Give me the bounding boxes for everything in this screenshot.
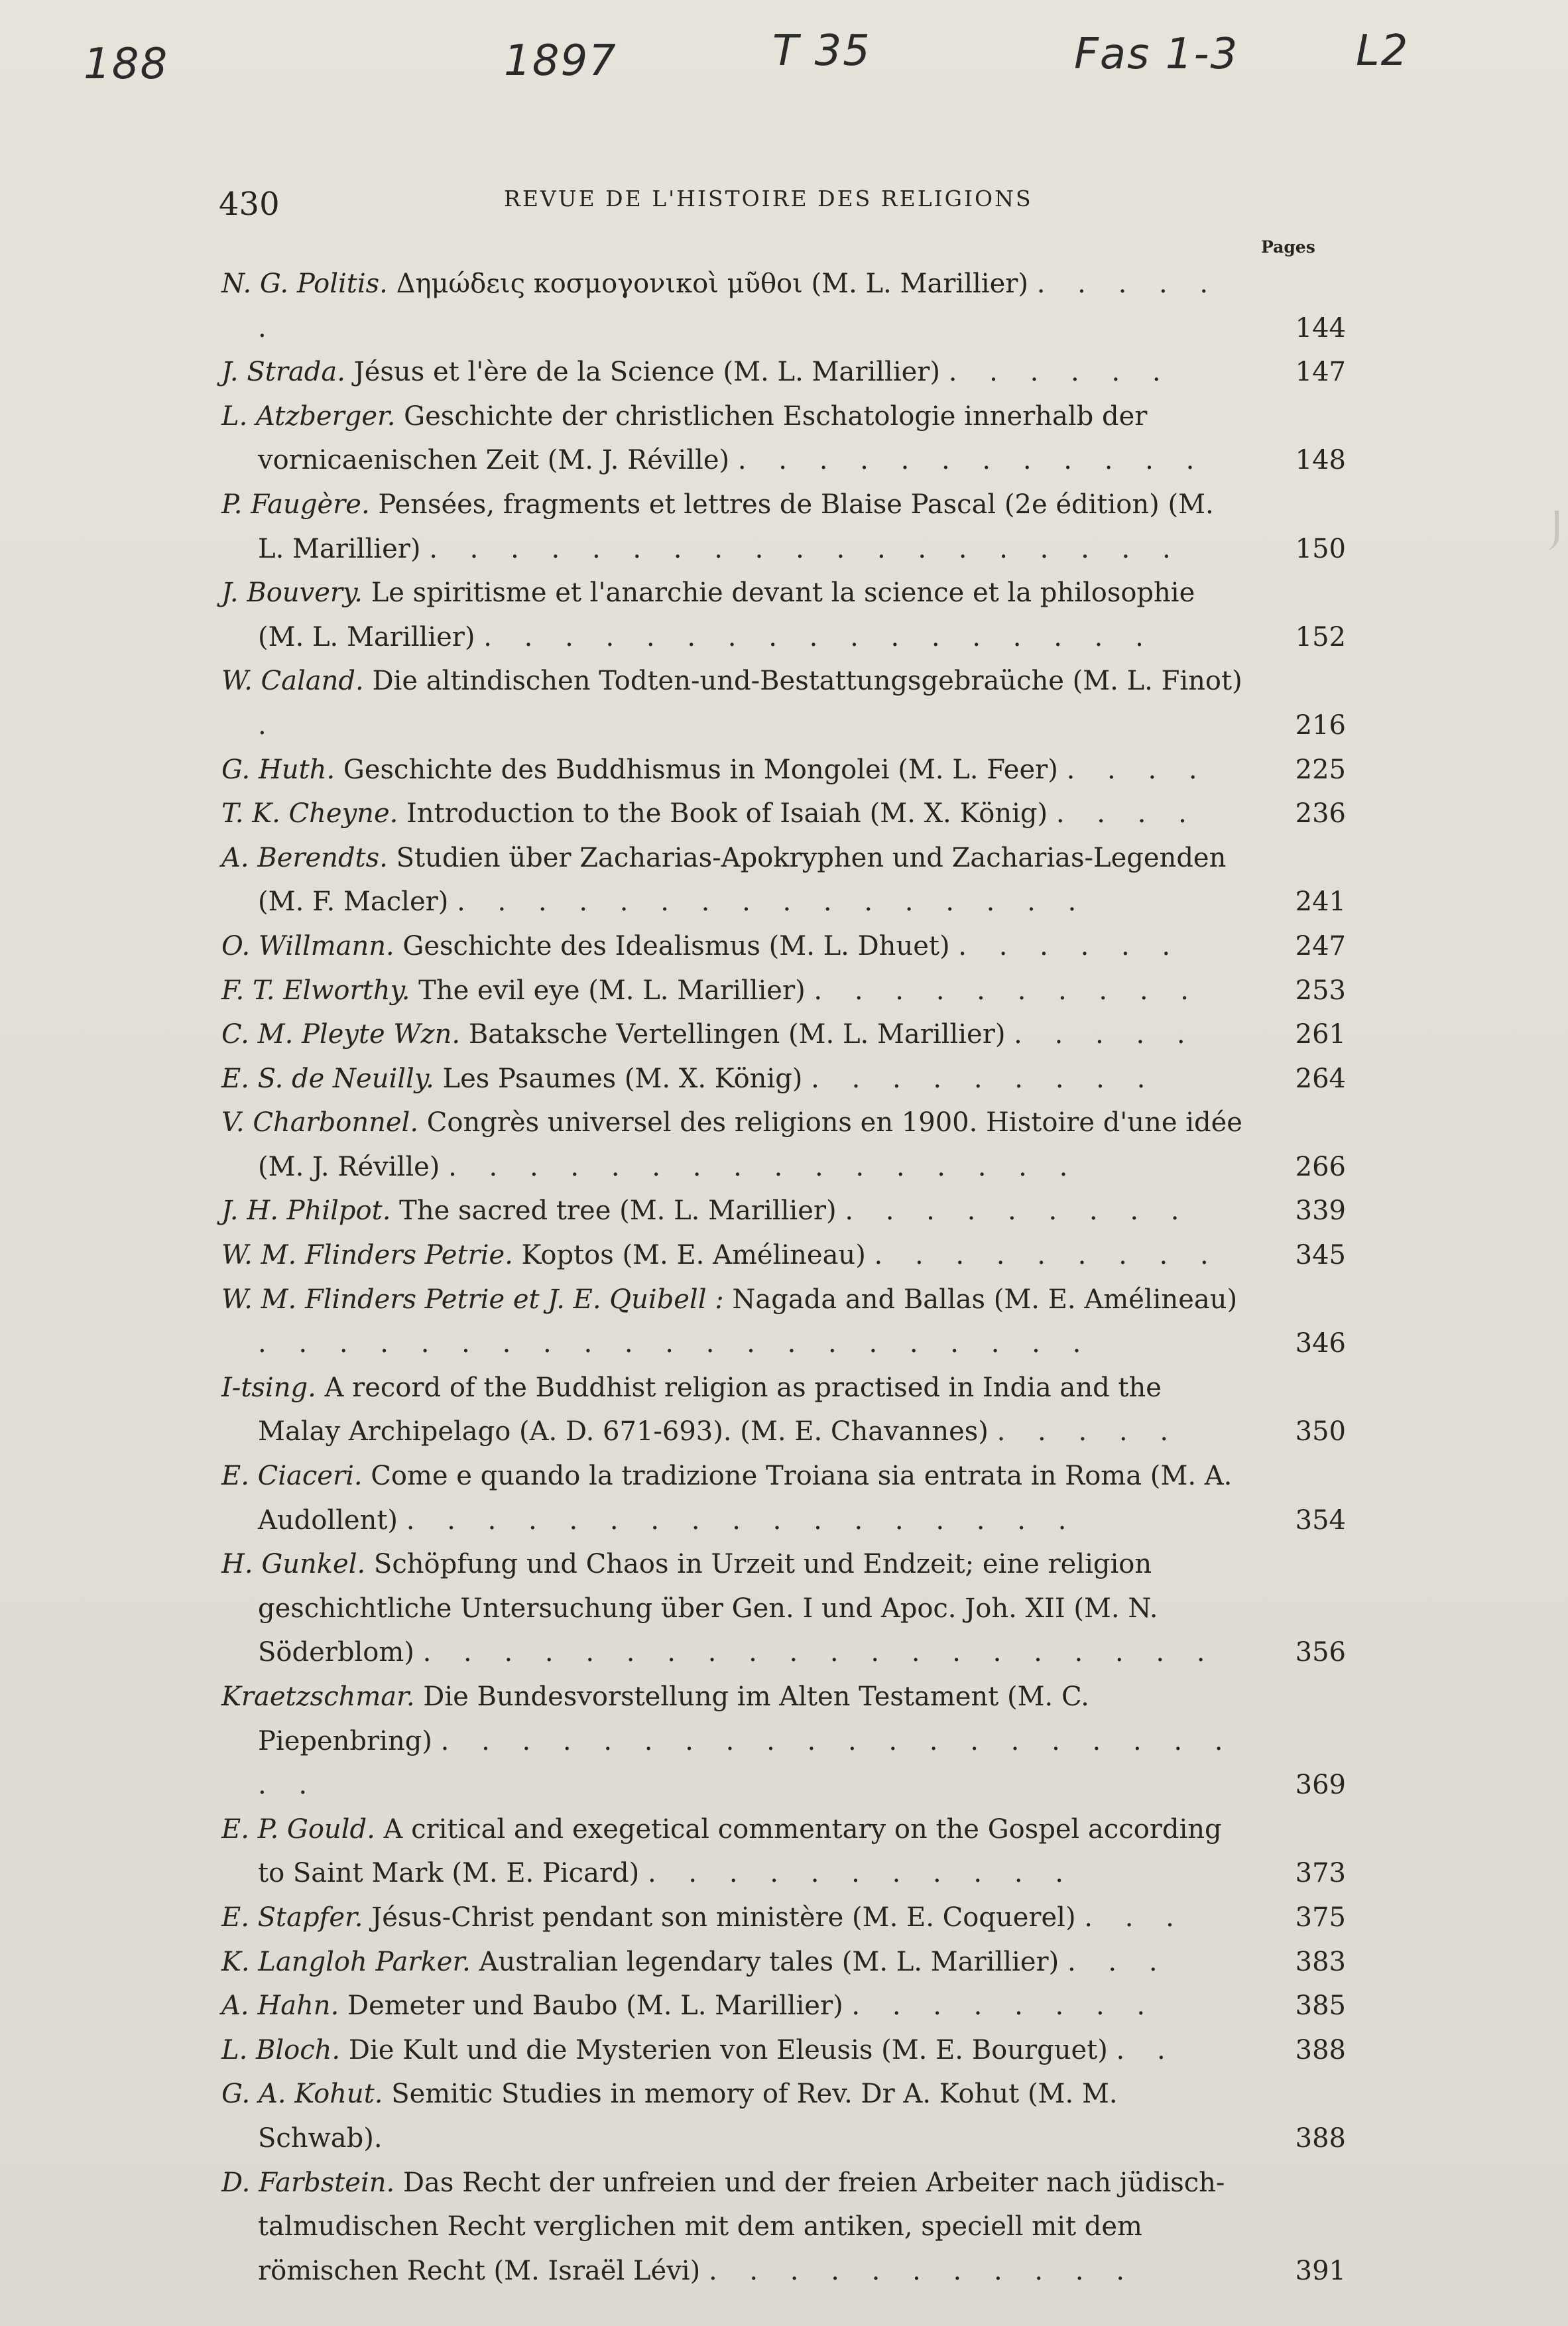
dot-leader: . . . . . . . . . . . . . . . . . [483, 621, 1156, 652]
toc-entry [221, 1366, 1347, 1454]
entry-title: Die Kult und die Mysterien von Eleusis (M. E. Bourguet) [340, 2034, 1108, 2065]
toc-entry [221, 1057, 1347, 1101]
entry-author: T. K. Cheyne. [221, 798, 398, 829]
entry-page-number: 388 [1295, 2122, 1346, 2154]
dot-leader: . . . [1084, 1902, 1186, 1933]
toc-entry [221, 1807, 1347, 1896]
entry-title: Studien über Zacharias-Apokryphen und Zacharias-Legenden (M. F. Macler) [258, 842, 1227, 918]
dot-leader: . . . . [1066, 754, 1209, 785]
entry-page-number: 236 [1295, 798, 1346, 829]
toc-entry [221, 659, 1347, 747]
entry-page-number: 266 [1295, 1151, 1346, 1182]
handwritten-note: L2 [1356, 27, 1410, 76]
toc-entry [221, 2161, 1347, 2294]
entry-author: W. M. Flinders Petrie et J. E. Quibell : [221, 1284, 724, 1315]
toc-entry [221, 1101, 1347, 1189]
entry-page-number: 356 [1295, 1637, 1346, 1668]
entry-title: Die Bundesvorstellung im Alten Testament (M. C. Piepenbring) [258, 1682, 1089, 1756]
toc-entry [221, 1278, 1347, 1366]
entry-author: A. Berendts. [221, 842, 388, 873]
entry-title: Δημώδεις κοσμογονικοὶ μῦθοι (M. L. Marillier) [387, 269, 1028, 299]
entry-author: E. Stapfer. [221, 1902, 363, 1933]
entry-page-number: 144 [1295, 312, 1346, 343]
entry-page-number: 150 [1295, 533, 1346, 564]
dot-leader: . . . . . . [958, 930, 1183, 961]
handwritten-note: T 35 [772, 27, 871, 76]
entry-title: The evil eye (M. L. Marillier) [410, 975, 806, 1006]
dot-leader: . . . . . . . . . . . . . . . . . . . . . . [258, 1725, 1235, 1801]
page-number: 430 [219, 186, 280, 223]
entry-page-number: 216 [1295, 709, 1346, 741]
entry-page-number: 383 [1295, 1946, 1346, 1977]
entry-page-number: 253 [1295, 975, 1346, 1006]
dot-leader: . . . . . [1014, 1019, 1197, 1050]
toc-entry [221, 1984, 1347, 2028]
dot-leader: . . . . . . [258, 269, 1221, 343]
dot-leader: . [258, 709, 278, 741]
toc-entry [221, 350, 1347, 395]
entry-author: E. S. de Neuilly. [221, 1063, 434, 1094]
dot-leader: . . . . . . . . . . . . . . . . . . . [429, 533, 1183, 564]
entry-title: Nagada and Ballas (M. E. Amélineau) [723, 1284, 1238, 1315]
entry-author: L. Atzberger. [221, 400, 396, 432]
entry-title: Geschichte des Idealismus (M. L. Dhuet) [394, 930, 950, 961]
toc-entry [221, 969, 1347, 1013]
entry-title: Congrès universel des religions en 1900. Histoire d'une idée (M. J. Réville) [258, 1107, 1242, 1182]
entry-page-number: 385 [1295, 1990, 1346, 2022]
entry-page-number: 152 [1295, 621, 1346, 652]
toc-entry [221, 1542, 1347, 1675]
entry-author: F. T. Elworthy. [221, 975, 410, 1006]
dot-leader: . . . . . . . . [851, 1990, 1158, 2022]
toc-entry [221, 262, 1347, 350]
entry-title: Koptos (M. E. Amélineau) [513, 1240, 866, 1271]
handwritten-note: 1897 [504, 36, 617, 86]
toc-entry [221, 1675, 1347, 1807]
dot-leader: . . . . . . . . . [811, 1063, 1158, 1094]
entry-title: Come e quando la tradizione Troiana sia entrata in Roma (M. A. Audollent) [258, 1461, 1233, 1536]
toc-entry [221, 2072, 1347, 2160]
entry-author: G. Huth. [221, 754, 335, 785]
toc-entry [221, 836, 1347, 924]
entry-title: A record of the Buddhist religion as practised in India and the Malay Archipelago (A. D. 671-693). (M. E. Chavannes) [258, 1372, 1162, 1447]
entry-author: L. Bloch. [221, 2034, 341, 2065]
margin-mark [1541, 511, 1559, 550]
dot-leader: . . . . . . . . . . [814, 975, 1201, 1006]
toc-entry [221, 1454, 1347, 1542]
dot-leader: . . . . . . . . . . . . . . . . [448, 1151, 1080, 1182]
dot-leader: . . . . . . . . . . . [708, 2255, 1136, 2286]
entry-title: Semitic Studies in memory of Rev. Dr A. Kohut (M. M. Schwab). [258, 2079, 1118, 2154]
entry-author: W. Caland. [221, 666, 364, 697]
entry-page-number: 241 [1295, 887, 1346, 918]
entry-author: G. A. Kohut. [221, 2079, 383, 2110]
toc-entry [221, 924, 1347, 969]
handwritten-note: Fas 1-3 [1074, 30, 1239, 79]
dot-leader: . . . . . . . . . . . [647, 1858, 1075, 1889]
entry-author: J. H. Philpot. [221, 1195, 391, 1227]
entry-page-number: 375 [1295, 1902, 1346, 1933]
entry-title: Bataksche Vertellingen (M. L. Marillier) [460, 1019, 1006, 1050]
entry-title: Les Psaumes (M. X. König) [434, 1063, 803, 1094]
toc-entry [221, 1233, 1347, 1278]
table-of-contents [221, 262, 1347, 2293]
entry-author: Kraetzschmar. [221, 1682, 415, 1712]
dot-leader: . . . . . [996, 1416, 1181, 1447]
dot-leader: . . . . . . . . . . . . . . . . . [406, 1504, 1079, 1536]
dot-leader: . . . [1067, 1946, 1170, 1977]
entry-author: K. Langloh Parker. [221, 1946, 471, 1977]
handwritten-note: 188 [84, 40, 169, 89]
entry-page-number: 339 [1295, 1195, 1346, 1227]
entry-author: J. Strada. [221, 357, 345, 388]
entry-author: I-tsing. [221, 1372, 316, 1403]
entry-title: Pensées, fragments et lettres de Blaise Pascal (2e édition) (M. L. Marillier) [258, 489, 1214, 564]
toc-entry [221, 571, 1347, 659]
entry-page-number: 354 [1295, 1504, 1346, 1536]
running-title: REVUE DE L'HISTOIRE DES RELIGIONS [504, 186, 1033, 212]
toc-entry [221, 2028, 1347, 2073]
entry-page-number: 346 [1295, 1328, 1346, 1359]
dot-leader: . . . . . . . . . [874, 1240, 1221, 1271]
entry-page-number: 369 [1295, 1770, 1346, 1801]
entry-page-number: 391 [1295, 2255, 1346, 2286]
entry-title: Introduction to the Book of Isaiah (M. X. König) [398, 798, 1048, 829]
toc-entry [221, 1012, 1347, 1057]
entry-page-number: 345 [1295, 1240, 1346, 1271]
page-header [219, 179, 1353, 225]
entry-title: The sacred tree (M. L. Marillier) [391, 1195, 837, 1227]
entry-author: N. G. Politis. [221, 269, 388, 299]
entry-title: Jésus-Christ pendant son ministère (M. E. Coquerel) [363, 1902, 1076, 1933]
entry-author: A. Hahn. [221, 1990, 339, 2022]
entry-title: Schöpfung und Chaos in Urzeit und Endzeit; eine religion geschichtliche Untersuchung über Gen. I und Apoc. Joh. XII (M. N. Söderblom) [258, 1549, 1158, 1668]
dot-leader: . . . . [1055, 798, 1199, 829]
toc-entry [221, 1896, 1347, 1940]
entry-author: H. Gunkel. [221, 1549, 366, 1580]
entry-page-number: 147 [1295, 357, 1346, 388]
entry-title: Die altindischen Todten-und-Bestattungsgebraüche (M. L. Finot) [363, 666, 1242, 697]
entry-author: E. Ciaceri. [221, 1461, 363, 1492]
toc-entry [221, 1940, 1347, 1985]
toc-entry [221, 1189, 1347, 1233]
entry-title: Jésus et l'ère de la Science (M. L. Marillier) [345, 357, 941, 388]
dot-leader: . . . . . . . . . [845, 1195, 1191, 1227]
entry-page-number: 388 [1295, 2034, 1346, 2065]
entry-title: Geschichte des Buddhismus in Mongolei (M. L. Feer) [335, 754, 1058, 785]
dot-leader: . . . . . . . . . . . . [737, 445, 1207, 476]
toc-entry [221, 395, 1347, 483]
entry-title: Das Recht der unfreien und der freien Arbeiter nach jüdisch-talmudischen Recht verglichen mit dem antiken, speciell mit dem römischen Recht (M. Israël Lévi) [258, 2167, 1225, 2286]
dot-leader: . . . . . . [948, 357, 1173, 388]
entry-title: Australian legendary tales (M. L. Marillier) [470, 1946, 1059, 1977]
entry-author: J. Bouvery. [221, 578, 363, 609]
entry-title: Demeter und Baubo (M. L. Marillier) [339, 1990, 843, 2022]
entry-author: V. Charbonnel. [221, 1107, 419, 1138]
pages-column-label: Pages [1261, 237, 1315, 257]
toc-entry [221, 748, 1347, 792]
entry-page-number: 350 [1295, 1416, 1346, 1447]
dot-leader: . . [1116, 2034, 1177, 2065]
entry-page-number: 148 [1295, 445, 1346, 476]
toc-entry [221, 483, 1347, 571]
entry-page-number: 373 [1295, 1858, 1346, 1889]
entry-title: Geschichte der christlichen Eschatologie innerhalb der vornicaenischen Zeit (M. J. Réville) [258, 400, 1148, 476]
dot-leader: . . . . . . . . . . . . . . . . . . . . . [258, 1328, 1093, 1359]
entry-author: O. Willmann. [221, 930, 394, 961]
entry-title: A critical and exegetical commentary on the Gospel according to Saint Mark (M. E. Picard) [258, 1813, 1222, 1889]
entry-title: Le spiritisme et l'anarchie devant la science et la philosophie (M. L. Marillier) [258, 578, 1195, 652]
entry-author: P. Faugère. [221, 489, 370, 520]
entry-page-number: 247 [1295, 930, 1346, 961]
entry-author: E. P. Gould. [221, 1813, 375, 1845]
toc-entry [221, 792, 1347, 836]
dot-leader: . . . . . . . . . . . . . . . . [457, 887, 1089, 918]
entry-page-number: 261 [1295, 1019, 1346, 1050]
entry-author: D. Farbstein. [221, 2167, 395, 2198]
entry-author: C. M. Pleyte Wzn. [221, 1019, 461, 1050]
entry-page-number: 264 [1295, 1063, 1346, 1094]
entry-page-number: 225 [1295, 754, 1346, 785]
entry-author: W. M. Flinders Petrie. [221, 1240, 513, 1271]
dot-leader: . . . . . . . . . . . . . . . . . . . . [422, 1637, 1217, 1668]
